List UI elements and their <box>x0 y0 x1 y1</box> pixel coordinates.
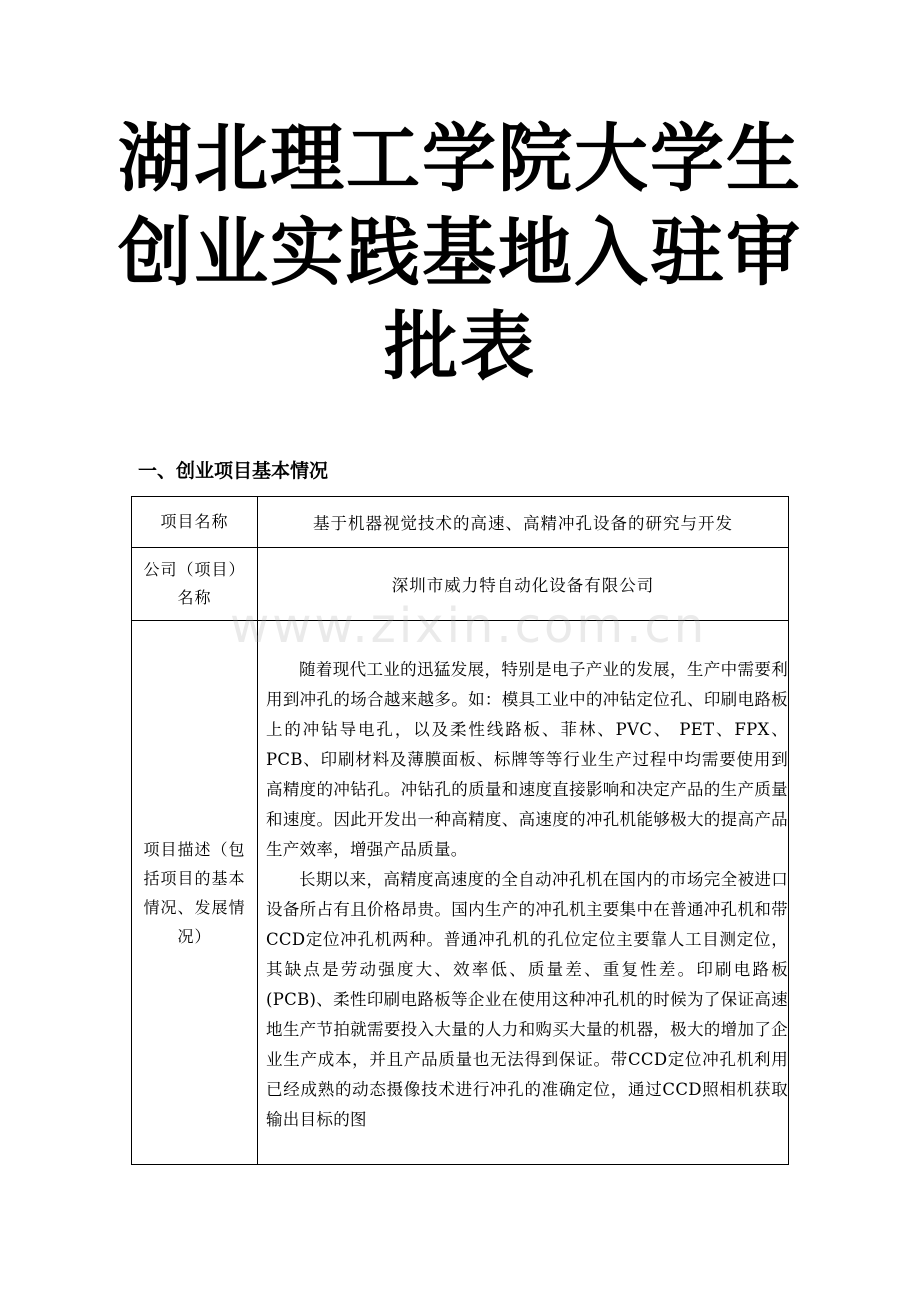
company-label <box>132 548 258 621</box>
description-paragraph-1: 随着现代工业的迅猛发展，特别是电子产业的发展，生产中需要利用到冲孔的场合越来越多。如：模具工业中的冲钻定位孔、印刷电路板上的冲钻导电孔，以及柔性线路板、菲林、PVC、 PET、FPX、PCB、印刷材料及薄膜面板、标牌等等行业生产过程中均需要使用到高精度的冲钻孔。冲钻孔的质量和速度直接影响和决定产品的生产质量和速度。因此开发出一种高精度、高速度的冲孔机能够极大的提高产品生产效率，增强产品质量。 <box>266 659 788 859</box>
project-name-value: 基于机器视觉技术的高速、高精冲孔设备的研究与开发 <box>258 497 789 548</box>
watermark: www.zixin.com.cn <box>230 598 708 654</box>
company-label-line-2: 名称 <box>177 588 212 607</box>
description-cell <box>258 621 789 1165</box>
description-paragraph-2: 长期以来，高精度高速度的全自动冲孔机在国内的市场完全被进口设备所占有且价格昂贵。国内生产的冲孔机主要集中在普通冲孔机和带CCD定位冲孔机两种。普通冲孔机的孔位定位主要靠人工目测定位，其缺点是劳动强度大、效率低、质量差、重复性差。印刷电路板(PCB)、柔性印刷电路板等企业在使用这种冲孔机的时候为了保证高速地生产节拍就需要投入大量的人力和购买大量的机器，极大的增加了企业生产成本，并且产品质量也无法得到保证。带CCD定位冲孔机利用已经成熟的动态摄像技术进行冲孔的准确定位，通过CCD照相机获取输出目标的图 <box>266 869 788 1129</box>
table-row <box>132 497 789 548</box>
description-label: 项目描述（包括项目的基本情况、发展情况） <box>143 839 246 946</box>
table-row <box>132 548 789 621</box>
title-line-1: 湖北理工学院大学生 <box>118 116 802 202</box>
title-line-3: 批表 <box>384 304 536 390</box>
project-info-table <box>131 496 789 1165</box>
document-title <box>0 112 920 394</box>
title-line-2: 创业实践基地入驻审 <box>118 210 802 296</box>
project-name-label: 项目名称 <box>132 497 258 548</box>
company-label-line-1: 公司（项目） <box>143 560 246 579</box>
company-value: 深圳市威力特自动化设备有限公司 <box>258 548 789 621</box>
section-heading: 一、创业项目基本情况 <box>138 460 329 482</box>
description-label-cell <box>132 621 258 1165</box>
table-row <box>132 621 789 1165</box>
